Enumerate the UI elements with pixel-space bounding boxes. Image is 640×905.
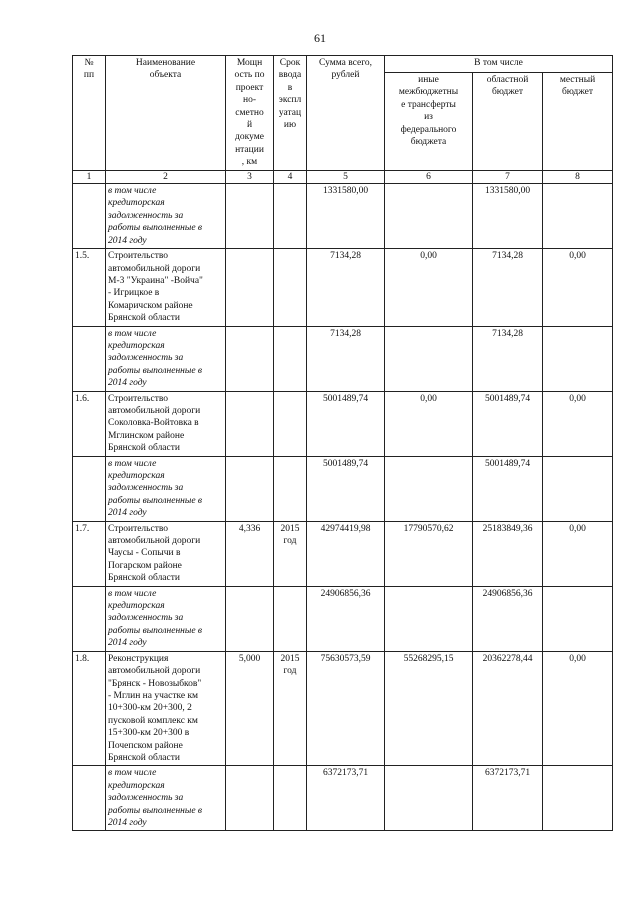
object-name: Строительство автомобильной дороги Чаусы - Сопычи в Погарском районе Брянской области xyxy=(106,521,226,586)
local-amount xyxy=(543,184,613,249)
regional-amount: 20362278,44 xyxy=(473,651,543,766)
table-row xyxy=(73,249,613,326)
local-amount: 0,00 xyxy=(543,391,613,456)
table-row xyxy=(73,766,613,831)
object-name: в том числе кредиторская задолженность за работы выполненные в 2014 году xyxy=(106,184,226,249)
table-row xyxy=(73,391,613,456)
term-value xyxy=(274,586,307,651)
interbudget-amount: 17790570,62 xyxy=(385,521,473,586)
local-amount xyxy=(543,586,613,651)
object-name: Строительство автомобильной дороги Соколовка-Войтовка в Мглинском районе Брянской области xyxy=(106,391,226,456)
table-row xyxy=(73,521,613,586)
table-row xyxy=(73,184,613,249)
header-row-top xyxy=(73,56,613,73)
regional-amount: 5001489,74 xyxy=(473,456,543,521)
header-total: Сумма всего, рублей xyxy=(307,56,385,171)
regional-amount: 1331580,00 xyxy=(473,184,543,249)
column-number: 1 xyxy=(73,170,106,183)
budget-table xyxy=(72,55,613,831)
table-row xyxy=(73,586,613,651)
column-number: 6 xyxy=(385,170,473,183)
capacity-value xyxy=(226,456,274,521)
regional-amount: 25183849,36 xyxy=(473,521,543,586)
term-value: 2015 год xyxy=(274,521,307,586)
header-capacity: Мощн ость по проект но- сметно й докуме нтации , км xyxy=(226,56,274,171)
column-number: 4 xyxy=(274,170,307,183)
capacity-value xyxy=(226,326,274,391)
local-amount: 0,00 xyxy=(543,651,613,766)
term-value xyxy=(274,249,307,326)
capacity-value xyxy=(226,391,274,456)
interbudget-amount: 0,00 xyxy=(385,391,473,456)
regional-amount: 6372173,71 xyxy=(473,766,543,831)
header-term: Срок ввода в экспл уатац ию xyxy=(274,56,307,171)
local-amount xyxy=(543,766,613,831)
interbudget-amount: 55268295,15 xyxy=(385,651,473,766)
regional-amount: 7134,28 xyxy=(473,249,543,326)
header-name: Наименование объекта xyxy=(106,56,226,171)
table-row xyxy=(73,651,613,766)
interbudget-amount xyxy=(385,456,473,521)
row-number: 1.8. xyxy=(73,651,106,766)
header-local: местный бюджет xyxy=(543,73,613,171)
term-value xyxy=(274,766,307,831)
row-number xyxy=(73,326,106,391)
term-value xyxy=(274,326,307,391)
total-amount: 1331580,00 xyxy=(307,184,385,249)
regional-amount: 7134,28 xyxy=(473,326,543,391)
capacity-value xyxy=(226,766,274,831)
header-no: № пп xyxy=(73,56,106,171)
capacity-value: 4,336 xyxy=(226,521,274,586)
column-number: 3 xyxy=(226,170,274,183)
regional-amount: 5001489,74 xyxy=(473,391,543,456)
object-name: в том числе кредиторская задолженность за работы выполненные в 2014 году xyxy=(106,766,226,831)
local-amount: 0,00 xyxy=(543,249,613,326)
capacity-value xyxy=(226,249,274,326)
interbudget-amount xyxy=(385,766,473,831)
row-number xyxy=(73,586,106,651)
local-amount xyxy=(543,456,613,521)
capacity-value xyxy=(226,586,274,651)
column-number: 7 xyxy=(473,170,543,183)
term-value xyxy=(274,456,307,521)
total-amount: 7134,28 xyxy=(307,249,385,326)
column-numbers-row xyxy=(73,170,613,183)
capacity-value: 5,000 xyxy=(226,651,274,766)
object-name: Реконструкция автомобильной дороги "Брянск - Новозыбков" - Мглин на участке км 10+300-км 20+300, 2 пусковой комплекс км 15+300-км 20+300 в Почепском районе Брянской области xyxy=(106,651,226,766)
local-amount xyxy=(543,326,613,391)
term-value xyxy=(274,391,307,456)
row-number xyxy=(73,184,106,249)
total-amount: 5001489,74 xyxy=(307,456,385,521)
object-name: в том числе кредиторская задолженность за работы выполненные в 2014 году xyxy=(106,326,226,391)
page-number: 61 xyxy=(314,31,326,45)
interbudget-amount xyxy=(385,184,473,249)
object-name: в том числе кредиторская задолженность за работы выполненные в 2014 году xyxy=(106,456,226,521)
header-interbudget: иные межбюджетны е трансферты из федерального бюджета xyxy=(385,73,473,171)
interbudget-amount xyxy=(385,586,473,651)
term-value: 2015 год xyxy=(274,651,307,766)
column-number: 5 xyxy=(307,170,385,183)
object-name: Строительство автомобильной дороги М-3 "Украина" -Войча" - Игрицкое в Комаричском районе Брянской области xyxy=(106,249,226,326)
regional-amount: 24906856,36 xyxy=(473,586,543,651)
row-number xyxy=(73,456,106,521)
column-number: 2 xyxy=(106,170,226,183)
header-including: В том числе xyxy=(385,56,613,73)
row-number: 1.5. xyxy=(73,249,106,326)
total-amount: 24906856,36 xyxy=(307,586,385,651)
row-number: 1.6. xyxy=(73,391,106,456)
total-amount: 6372173,71 xyxy=(307,766,385,831)
total-amount: 5001489,74 xyxy=(307,391,385,456)
interbudget-amount xyxy=(385,326,473,391)
table-row xyxy=(73,456,613,521)
total-amount: 42974419,98 xyxy=(307,521,385,586)
row-number: 1.7. xyxy=(73,521,106,586)
header-regional: областной бюджет xyxy=(473,73,543,171)
total-amount: 7134,28 xyxy=(307,326,385,391)
capacity-value xyxy=(226,184,274,249)
local-amount: 0,00 xyxy=(543,521,613,586)
row-number xyxy=(73,766,106,831)
total-amount: 75630573,59 xyxy=(307,651,385,766)
object-name: в том числе кредиторская задолженность за работы выполненные в 2014 году xyxy=(106,586,226,651)
interbudget-amount: 0,00 xyxy=(385,249,473,326)
term-value xyxy=(274,184,307,249)
column-number: 8 xyxy=(543,170,613,183)
table-row xyxy=(73,326,613,391)
